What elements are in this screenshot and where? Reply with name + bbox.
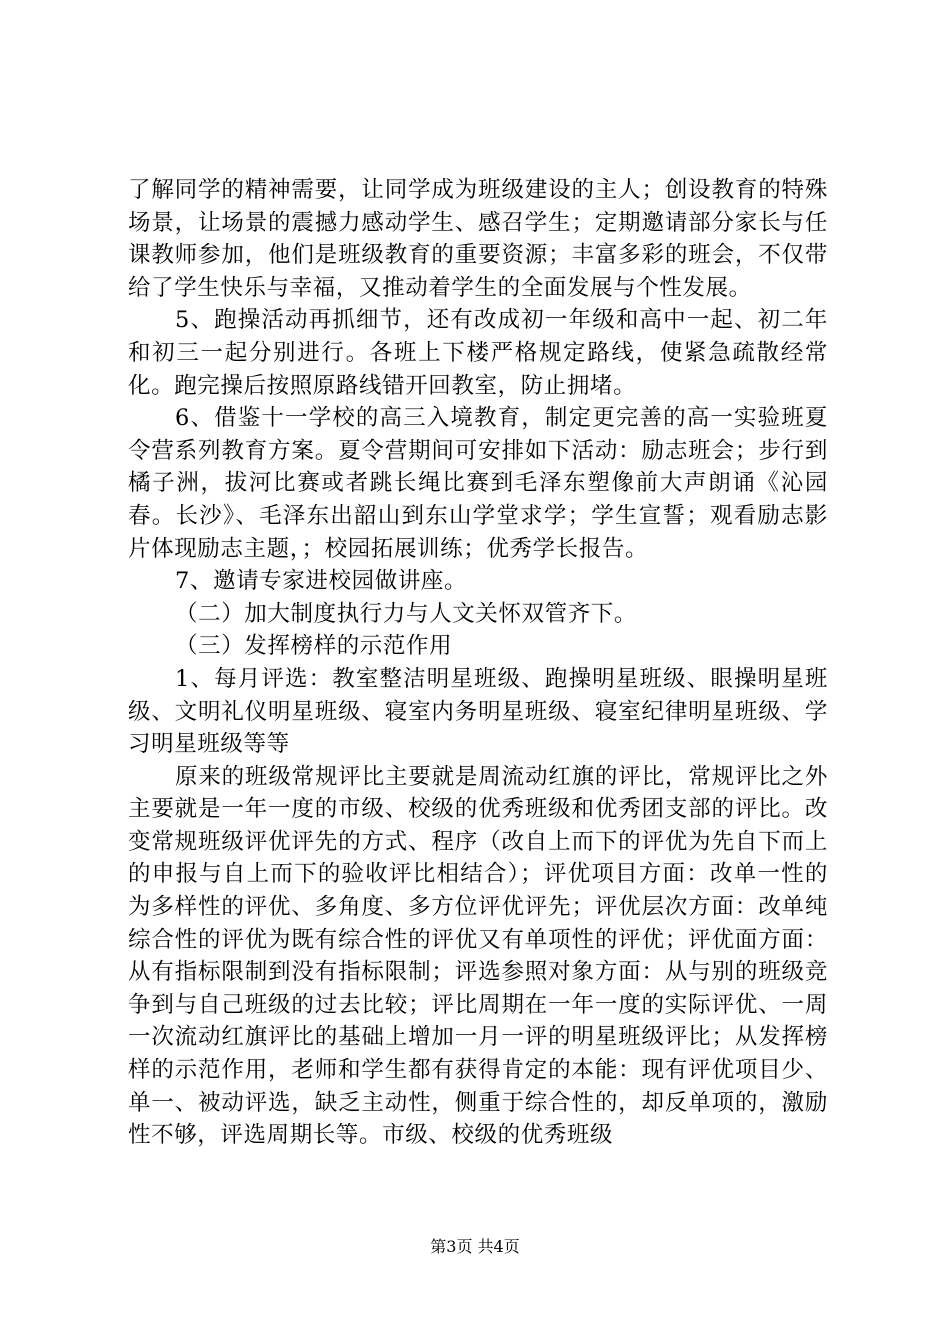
paragraph-1: 了解同学的精神需要，让同学成为班级建设的主人；创设教育的特殊场景，让场景的震撼力感动学生、感召学生；定期邀请部分家长与任课教师参加，他们是班级教育的重要资源；丰富多彩的班会，不仅带给了学生快乐与幸福，又推动着学生的全面发展与个性发展。 xyxy=(128,177,828,301)
paragraph-8: 原来的班级常规评比主要就是周流动红旗的评比，常规评比之外主要就是一年一度的市级、校级的优秀班级和优秀团支部的评比。改变常规班级评优评先的方式、程序（改自上而下的评优为先自下而上的申报与自上而下的验收评比相结合）；评优项目方面：改单一性的为多样性的评优、多角度、多方位评优评先；评优层次方面：改单纯综合性的评优为既有综合性的评优又有单项性的评优；评优面方面：从有指标限制到没有指标限制；评选参照对象方面：从与别的班级竞争到与自己班级的过去比较；评比周期在一年一度的实际评优、一周一次流动红旗评比的基础上增加一月一评的明星班级评比；从发挥榜样的示范作用，老师和学生都有获得肯定的本能：现有评优项目少、单一、被动评选，缺乏主动性，侧重于综合性的，却反单项的，激励性不够，评选周期长等。市级、校级的优秀班级 xyxy=(128,763,828,1149)
page-number-footer: 第3页 共4页 xyxy=(430,1237,520,1256)
paragraph-2: 5、跑操活动再抓细节，还有改成初一年级和高中一起、初二年和初三一起分别进行。各班上下楼严格规定路线，使紧急疏散经常化。跑完操后按照原路线错开回教室，防止拥堵。 xyxy=(128,307,828,399)
paragraph-4: 7、邀请专家进校园做讲座。 xyxy=(175,568,468,595)
paragraph-5: （二）加大制度执行力与人文关怀双管齐下。 xyxy=(175,600,638,627)
paragraph-7: 1、每月评选：教室整洁明星班级、跑操明星班级、眼操明星班级、文明礼仪明星班级、寝室内务明星班级、寝室纪律明星班级、学习明星班级等等 xyxy=(128,665,828,758)
paragraph-6: （三）发挥榜样的示范作用 xyxy=(175,633,453,660)
document-body xyxy=(128,174,828,1152)
paragraph-3: 6、借鉴十一学校的高三入境教育，制定更完善的高一实验班夏令营系列教育方案。夏令营期间可安排如下活动：励志班会；步行到橘子洲，拔河比赛或者跳长绳比赛到毛泽东塑像前大声朗诵《沁园春。长沙》、毛泽东出韶山到东山学堂求学；学生宣誓；观看励志影片体现励志主题，；校园拓展训练；优秀学长报告。 xyxy=(128,405,828,562)
